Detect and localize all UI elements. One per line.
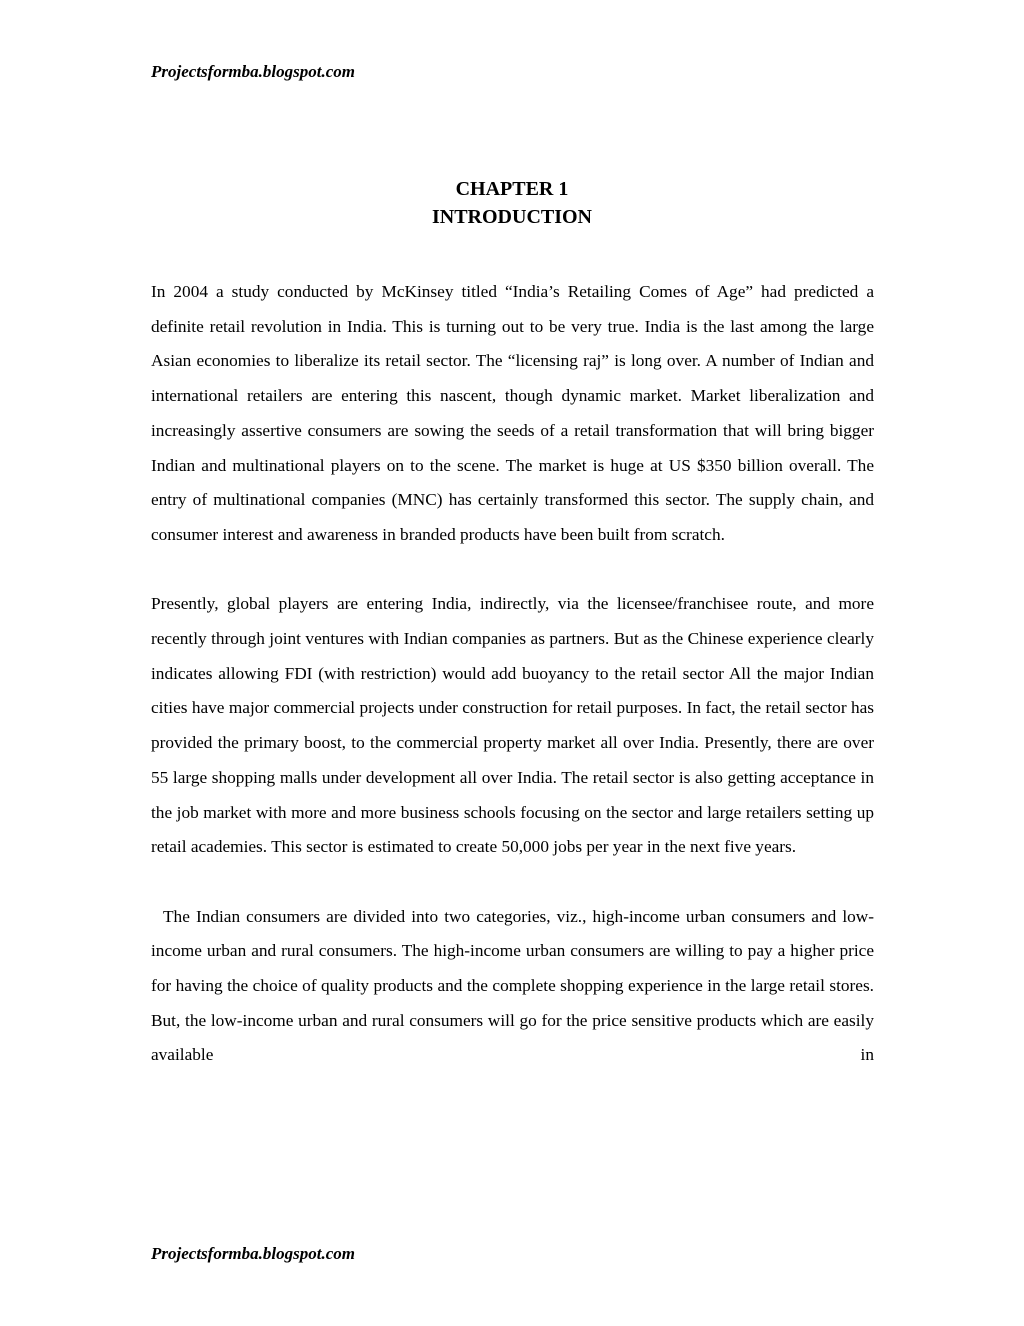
chapter-heading: [0, 175, 1024, 231]
page-footer-site: Projectsformba.blogspot.com: [151, 1244, 355, 1263]
chapter-number: CHAPTER 1: [455, 178, 569, 200]
paragraph: The Indian consumers are divided into two categories, viz., high-income urban consumers and low-income urban and rural consumers. The high-income urban consumers are willing to pay a higher price for having the choice of quality products and the complete shopping experience in the large retail stores. But, the low-income urban and rural consumers will go for the price sensitive products which are easily available in: [151, 906, 874, 1065]
chapter-title: INTRODUCTION: [431, 206, 593, 228]
body-text: [151, 275, 874, 1073]
page-header-site: Projectsformba.blogspot.com: [151, 62, 355, 81]
paragraph: Presently, global players are entering India, indirectly, via the licensee/franchisee route, and more recently through joint ventures with Indian companies as partners. But as the Chinese experience clearly indicates allowing FDI (with restriction) would add buoyancy to the retail sector All the major Indian cities have major commercial projects under construction for retail purposes. In fact, the retail sector has provided the primary boost, to the commercial property market all over India. Presently, there are over 55 large shopping malls under development all over India. The retail sector is also getting acceptance in the job market with more and more business schools focusing on the sector and large retailers setting up retail academies. This sector is estimated to create 50,000 jobs per year in the next five years.: [151, 594, 874, 857]
paragraph: In 2004 a study conducted by McKinsey titled “India’s Retailing Comes of Age” had predicted a definite retail revolution in India. This is turning out to be very true. India is the last among the large Asian economies to liberalize its retail sector. The “licensing raj” is long over. A number of Indian and international retailers are entering this nascent, though dynamic market. Market liberalization and increasingly assertive consumers are sowing the seeds of a retail transformation that will bring bigger Indian and multinational players on to the scene. The market is huge at US $350 billion overall. The entry of multinational companies (MNC) has certainly transformed this sector. The supply chain, and consumer interest and awareness in branded products have been built from scratch.: [151, 282, 874, 544]
